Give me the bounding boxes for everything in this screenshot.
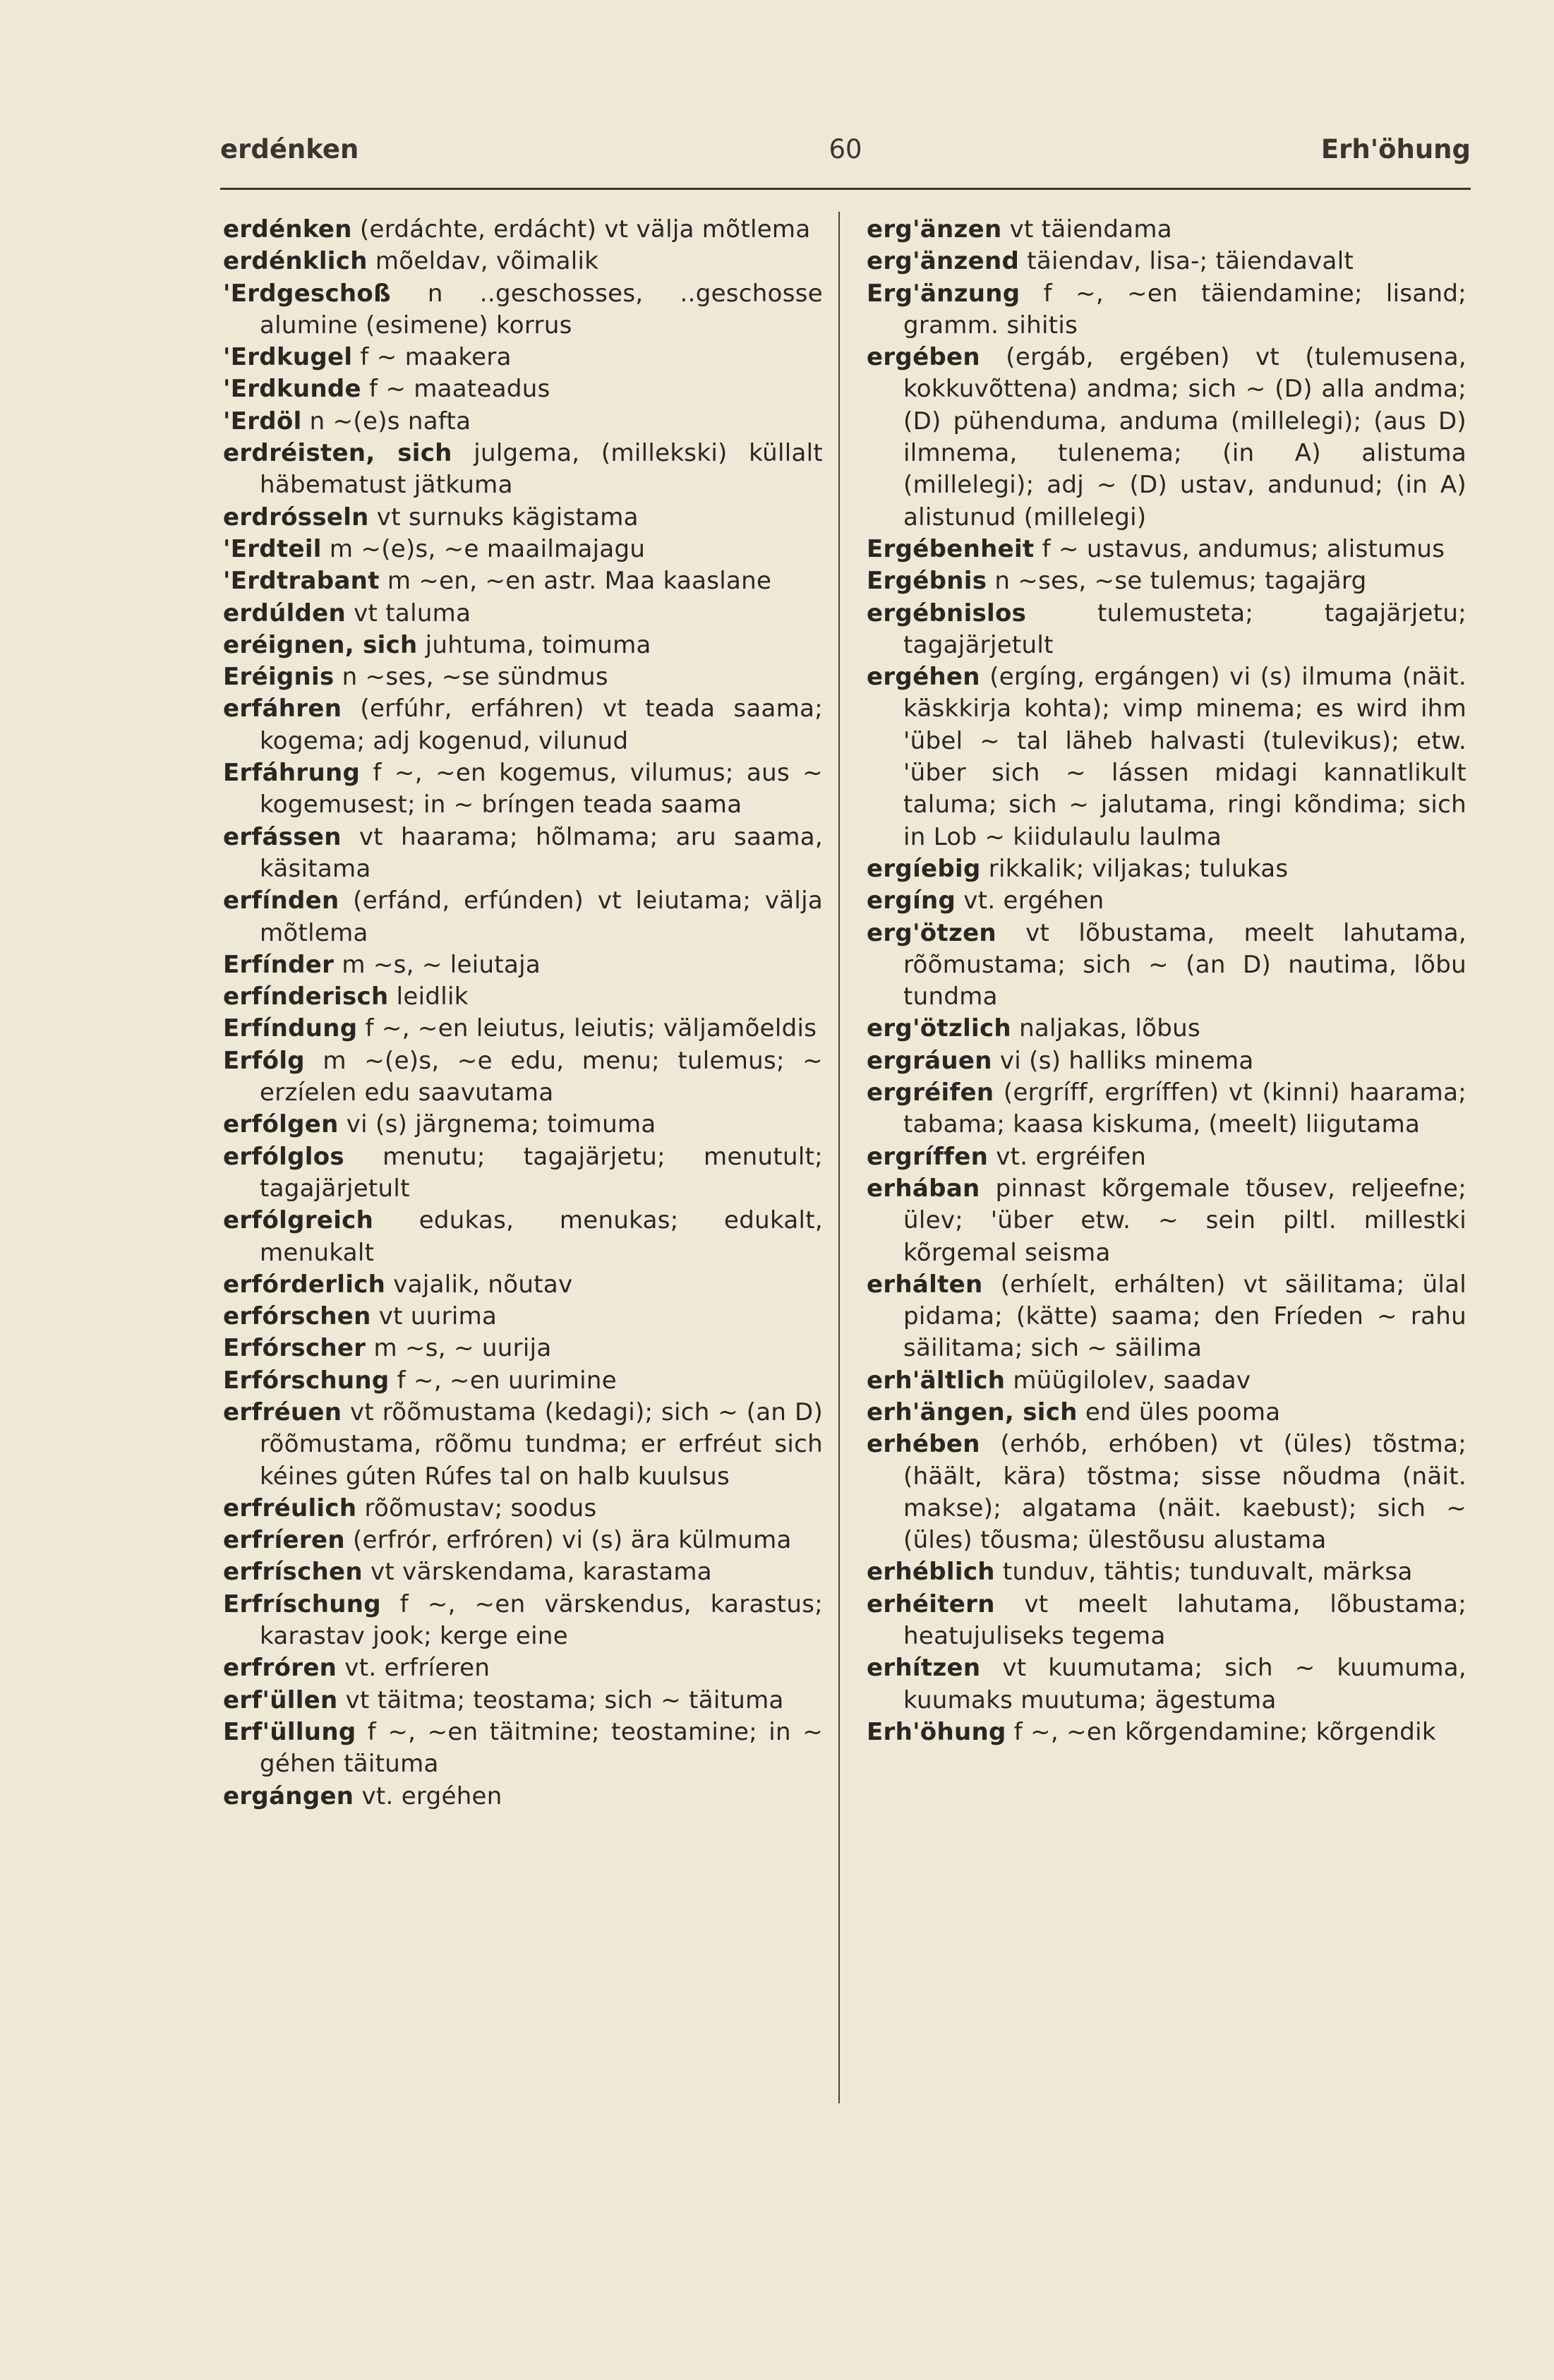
dictionary-entry xyxy=(223,278,823,342)
dictionary-entry xyxy=(867,1365,1466,1397)
dictionary-entry xyxy=(223,1205,823,1269)
dictionary-entry xyxy=(223,693,823,757)
entry-definition: vt rõõmustama (kedagi); sich ~ (an D) rõõmustama, rõõmu tundma; er erfréut sich kéines gúten Rúfes tal on halb kuulsus xyxy=(260,1398,824,1491)
entry-definition: n ..geschosses, ..geschosse alumine (esimene) korrus xyxy=(260,279,823,339)
entry-definition: vt uurima xyxy=(378,1302,498,1331)
dictionary-entry xyxy=(867,1429,1466,1556)
dictionary-entry xyxy=(867,918,1466,1014)
entry-definition: edukas, menukas; edukalt, menukalt xyxy=(260,1206,823,1267)
entry-definition: (erdáchte, erdácht) vt välja mõtlema xyxy=(359,215,811,244)
entry-definition: rikkalik; viljakas; tulukas xyxy=(988,854,1289,883)
entry-definition: vt surnuks kägistama xyxy=(376,503,639,531)
entry-headword: 'Erdkunde xyxy=(223,375,361,404)
entry-headword: Erfáhrung xyxy=(223,759,361,788)
entry-headword: erg'ötzlich xyxy=(867,1014,1011,1043)
entry-definition: f ~, ~en täitmine; teostamine; in ~ géhen täituma xyxy=(260,1717,823,1779)
entry-definition: vt lõbustama, meelt lahutama, rõõmustama; sich ~ (an D) nautima, lõbu tundma xyxy=(903,918,1467,1011)
entry-definition: n ~(e)s nafta xyxy=(309,407,471,435)
entry-definition: n ~ses, ~se sündmus xyxy=(342,663,608,692)
entry-headword: erfólgreich xyxy=(223,1206,374,1235)
entry-headword: erh'ältlich xyxy=(867,1366,1006,1395)
entry-headword: eréignen, sich xyxy=(223,630,418,659)
entry-headword: erfássen xyxy=(223,822,342,851)
entry-definition: vt kuumutama; sich ~ kuumuma, kuumaks muutuma; ägestuma xyxy=(903,1654,1466,1714)
dictionary-entry xyxy=(223,1301,823,1333)
dictionary-entry xyxy=(867,278,1466,342)
entry-definition: vt. ergéhen xyxy=(963,887,1104,915)
entry-definition: vt meelt lahutama, lõbustama; heatujuliseks tegema xyxy=(903,1589,1466,1651)
dictionary-entry xyxy=(223,214,823,246)
dictionary-entry xyxy=(867,1269,1466,1365)
entry-definition: f ~, ~en kõrgendamine; kõrgendik xyxy=(1013,1717,1436,1746)
entry-headword: 'Erdtrabant xyxy=(223,567,380,596)
entry-headword: erdrósseln xyxy=(223,503,369,531)
entry-headword: ergében xyxy=(867,343,980,372)
entry-definition: f ~, ~en täiendamine; lisand; gramm. sihitis xyxy=(903,279,1466,339)
dictionary-entry xyxy=(867,661,1466,853)
entry-definition: tunduv, tähtis; tunduvalt, märksa xyxy=(1002,1558,1413,1587)
entry-headword: ergébnislos xyxy=(867,599,1027,627)
entry-headword: ergréifen xyxy=(867,1078,994,1107)
dictionary-entry xyxy=(223,1269,823,1301)
entry-headword: Erfórschung xyxy=(223,1366,390,1395)
entry-headword: Erfríschung xyxy=(223,1589,381,1618)
entry-headword: 'Erdkugel xyxy=(223,343,353,372)
dictionary-entry xyxy=(223,598,823,630)
dictionary-entry xyxy=(867,1397,1466,1429)
entry-headword: erhéitern xyxy=(867,1589,995,1618)
entry-headword: erdénken xyxy=(223,215,352,244)
entry-definition: vt. ergréifen xyxy=(996,1142,1147,1171)
entry-headword: erfáhren xyxy=(223,695,342,723)
dictionary-entry xyxy=(223,1013,823,1045)
entry-headword: erhálten xyxy=(867,1270,983,1299)
dictionary-entry xyxy=(223,565,823,597)
entry-definition: end üles pooma xyxy=(1085,1398,1281,1426)
entry-definition: juhtuma, toimuma xyxy=(425,630,651,659)
entry-definition: müügilolev, saadav xyxy=(1013,1366,1251,1395)
dictionary-entry xyxy=(867,1141,1466,1173)
entry-headword: erfínden xyxy=(223,887,339,915)
dictionary-entry xyxy=(867,1589,1466,1653)
entry-headword: Erfórscher xyxy=(223,1334,366,1363)
entry-definition: vi (s) järgnema; toimuma xyxy=(346,1110,656,1139)
entry-headword: Erfíndung xyxy=(223,1014,358,1043)
entry-headword: erfínderisch xyxy=(223,982,389,1011)
dictionary-entry xyxy=(223,1717,823,1781)
page-number: 60 xyxy=(829,134,862,164)
dictionary-entry xyxy=(223,1493,823,1525)
entry-definition: vt. erfríeren xyxy=(344,1654,490,1683)
entry-headword: erfórderlich xyxy=(223,1270,386,1299)
running-head-left: erdénken xyxy=(220,134,359,164)
entry-definition: julgema, (millekski) küllalt häbematust jätkuma xyxy=(260,439,823,500)
dictionary-entry xyxy=(223,1141,823,1206)
entry-definition: (erfrór, erfróren) vi (s) ära külmuma xyxy=(352,1526,792,1555)
entry-definition: vajalik, nõutav xyxy=(393,1270,573,1299)
entry-definition: mõeldav, võimalik xyxy=(375,247,599,276)
entry-headword: erhéblich xyxy=(867,1558,995,1587)
dictionary-entry xyxy=(867,342,1466,534)
entry-headword: erg'ötzen xyxy=(867,918,996,947)
dictionary-entry xyxy=(867,246,1466,277)
dictionary-entry xyxy=(223,438,823,502)
dictionary-entry xyxy=(223,1589,823,1653)
entry-definition: m ~s, ~ uurija xyxy=(373,1334,552,1363)
entry-headword: Ergébnis xyxy=(867,567,987,596)
entry-headword: 'Erdgeschoß xyxy=(223,279,391,308)
entry-definition: f ~, ~en kogemus, vilumus; aus ~ kogemusest; in ~ bríngen teada saama xyxy=(260,759,824,819)
entry-headword: erhítzen xyxy=(867,1654,981,1683)
entry-definition: (ergíng, ergángen) vi (s) ilmuma (näit. käskkirja kohta); vimp minema; es wird ihm 'übel ~ tal läheb halvasti (tulevikus); etw. 'über sich ~ lássen midagi kannatlikult taluma; sich ~ jalutama, ringi kõndima; sich in Lob ~ kiidulaulu laulma xyxy=(903,663,1466,851)
right-column xyxy=(867,214,1466,1748)
dictionary-entry xyxy=(867,1077,1466,1141)
entry-headword: Erh'öhung xyxy=(867,1717,1006,1746)
entry-definition: vt taluma xyxy=(354,599,471,627)
entry-definition: vt täiendama xyxy=(1009,215,1172,244)
entry-headword: erdénklich xyxy=(223,247,368,276)
entry-headword: erfólglos xyxy=(223,1142,344,1171)
entry-headword: erfólgen xyxy=(223,1110,339,1139)
entry-definition: m ~(e)s, ~e edu, menu; tulemus; ~ erzíelen edu saavutama xyxy=(260,1046,824,1107)
entry-headword: ergríffen xyxy=(867,1142,989,1171)
entry-headword: erhében xyxy=(867,1430,980,1459)
entry-headword: ergángen xyxy=(223,1781,354,1810)
dictionary-entry xyxy=(223,981,823,1013)
entry-definition: täiendav, lisa-; täiendavalt xyxy=(1027,247,1354,276)
entry-definition: n ~ses, ~se tulemus; tagajärg xyxy=(994,567,1367,596)
entry-headword: erfréulich xyxy=(223,1493,357,1522)
dictionary-entry xyxy=(223,630,823,661)
entry-definition: vi (s) halliks minema xyxy=(999,1046,1254,1075)
dictionary-entry xyxy=(223,1333,823,1364)
entry-definition: vt täitma; teostama; sich ~ täituma xyxy=(345,1685,784,1714)
running-head-right: Erh'öhung xyxy=(1320,134,1471,164)
dictionary-entry xyxy=(223,342,823,373)
dictionary-entry xyxy=(223,885,823,949)
entry-definition: (ergáb, ergében) vt (tulemusena, kokkuvõttena) andma; sich ~ (D) alla andma; (D) pühenduma, anduma (millelegi); (aus D) ilmnema, tulenema; (in A) alistuma (millelegi); adj ~ (D) ustav, andunud; (in A) alistunud (millelegi) xyxy=(903,343,1466,531)
dictionary-entry xyxy=(867,1556,1466,1588)
dictionary-entry xyxy=(223,406,823,438)
entry-headword: Erf'üllung xyxy=(223,1717,356,1746)
entry-definition: (ergríff, ergríffen) vt (kinni) haarama; tabama; kaasa kiskuma, (meelt) liigutama xyxy=(903,1078,1466,1139)
dictionary-entry xyxy=(867,885,1466,917)
dictionary-entry xyxy=(867,1652,1466,1717)
entry-definition: (erfúhr, erfáhren) vt teada saama; kogema; adj kogenud, vilunud xyxy=(260,695,824,755)
entry-headword: Erfólg xyxy=(223,1046,305,1075)
entry-headword: erdréisten, sich xyxy=(223,439,452,468)
entry-headword: ergráuen xyxy=(867,1046,992,1075)
entry-definition: menutu; tagajärjetu; menutult; tagajärjetult xyxy=(260,1142,823,1203)
entry-headword: erh'ängen, sich xyxy=(867,1398,1078,1426)
entry-definition: f ~, ~en uurimine xyxy=(397,1366,617,1395)
entry-headword: erfréuen xyxy=(223,1398,342,1426)
entry-definition: (erfánd, erfúnden) vt leiutama; välja mõtlema xyxy=(260,887,823,947)
entry-headword: erhában xyxy=(867,1174,980,1203)
entry-headword: Ergébenheit xyxy=(867,534,1035,563)
entry-headword: ergíng xyxy=(867,887,956,915)
dictionary-entry xyxy=(223,1525,823,1556)
dictionary-entry xyxy=(223,1365,823,1397)
left-column xyxy=(223,214,823,1813)
dictionary-entry xyxy=(867,534,1466,565)
dictionary-entry xyxy=(223,502,823,534)
dictionary-entry xyxy=(867,853,1466,885)
entry-definition: m ~en, ~en astr. Maa kaaslane xyxy=(387,567,772,596)
dictionary-entry xyxy=(223,949,823,981)
entry-definition: m ~(e)s, ~e maailmajagu xyxy=(329,534,646,563)
entry-definition: f ~ ustavus, andumus; alistumus xyxy=(1042,534,1445,563)
entry-headword: erfríeren xyxy=(223,1526,345,1555)
dictionary-entry xyxy=(223,1045,823,1110)
entry-definition: (erhób, erhóben) vt (üles) tõstma; (häält, kära) tõstma; sisse nõudma (näit. makse); algatama (näit. kaebust); sich ~ (üles) tõusma; ülestõusu alustama xyxy=(903,1430,1466,1555)
entry-headword: erfróren xyxy=(223,1654,337,1683)
entry-definition: rõõmustav; soodus xyxy=(364,1493,597,1522)
dictionary-entry xyxy=(867,1013,1466,1045)
entry-definition: (erhíelt, erhálten) vt säilitama; ülal pidama; (kätte) saama; den Fríeden ~ rahu säilitama; sich ~ säilima xyxy=(903,1270,1467,1363)
dictionary-entry xyxy=(867,1173,1466,1269)
entry-definition: f ~, ~en värskendus, karastus; karastav jook; kerge eine xyxy=(260,1589,823,1651)
entry-definition: f ~, ~en leiutus, leiutis; väljamõeldis xyxy=(365,1014,817,1043)
dictionary-entry xyxy=(223,757,823,822)
entry-definition: tulemusteta; tagajärjetu; tagajärjetult xyxy=(903,599,1466,659)
entry-headword: ergéhen xyxy=(867,663,980,692)
dictionary-entry xyxy=(867,1717,1466,1748)
entry-headword: ergíebig xyxy=(867,854,981,883)
dictionary-entry xyxy=(867,1045,1466,1077)
entry-definition: m ~s, ~ leiutaja xyxy=(342,950,541,979)
entry-headword: 'Erdteil xyxy=(223,534,322,563)
dictionary-entry xyxy=(223,661,823,693)
dictionary-entry xyxy=(223,1109,823,1141)
dictionary-entry xyxy=(867,565,1466,597)
dictionary-entry xyxy=(223,1781,823,1813)
dictionary-entry xyxy=(223,1652,823,1684)
dictionary-entry xyxy=(223,373,823,405)
entry-definition: pinnast kõrgemale tõusev, reljeefne; ülev; 'über etw. ~ sein piltl. millestki kõrgemal seisma xyxy=(903,1174,1466,1267)
column-divider xyxy=(838,212,840,2103)
running-head xyxy=(220,134,1471,176)
dictionary-entry xyxy=(867,214,1466,246)
entry-headword: erg'änzen xyxy=(867,215,1002,244)
entry-definition: naljakas, lõbus xyxy=(1019,1014,1201,1043)
entry-headword: erf'üllen xyxy=(223,1685,338,1714)
entry-headword: erfórschen xyxy=(223,1302,371,1331)
entry-headword: Erfínder xyxy=(223,950,335,979)
entry-headword: erfríschen xyxy=(223,1558,363,1587)
dictionary-entry xyxy=(223,534,823,565)
entry-definition: vt. ergéhen xyxy=(361,1781,502,1810)
entry-definition: vt värskendama, karastama xyxy=(371,1558,712,1587)
entry-headword: Eréignis xyxy=(223,663,335,692)
header-rule xyxy=(220,188,1471,190)
entry-definition: leidlik xyxy=(396,982,469,1011)
entry-headword: 'Erdöl xyxy=(223,407,302,435)
entry-headword: Erg'änzung xyxy=(867,279,1020,308)
dictionary-entry xyxy=(223,822,823,886)
dictionary-entry xyxy=(223,246,823,277)
entry-definition: vt haarama; hõlmama; aru saama, käsitama xyxy=(260,822,823,883)
dictionary-entry xyxy=(223,1556,823,1588)
entry-headword: erg'änzend xyxy=(867,247,1020,276)
dictionary-entry xyxy=(223,1397,823,1493)
dictionary-entry xyxy=(867,598,1466,662)
entry-definition: f ~ maakera xyxy=(360,343,512,372)
dictionary-entry xyxy=(223,1685,823,1717)
entry-headword: erdúlden xyxy=(223,599,347,627)
entry-definition: f ~ maateadus xyxy=(368,375,550,404)
